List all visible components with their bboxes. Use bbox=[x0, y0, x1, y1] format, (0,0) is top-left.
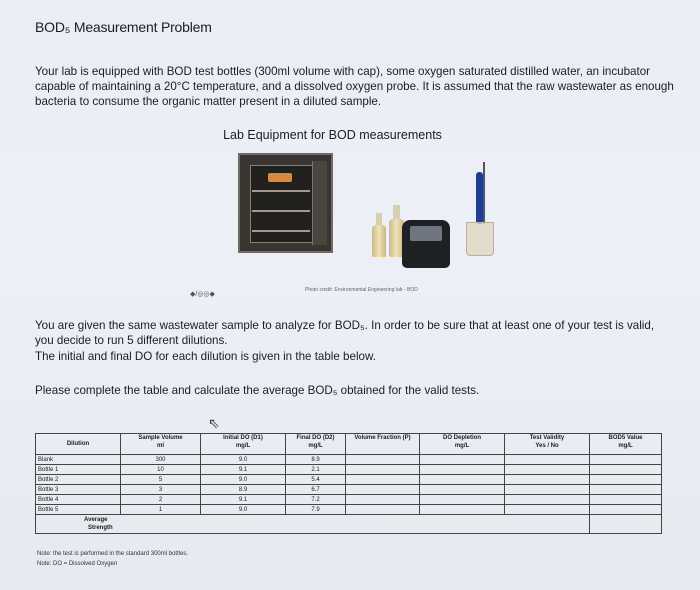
cell-bod5[interactable] bbox=[590, 475, 662, 485]
cell-volume: 300 bbox=[121, 455, 201, 465]
cell-validity[interactable] bbox=[505, 465, 590, 475]
do-probe-image bbox=[476, 172, 483, 224]
header-volume-fraction: Volume Fraction (P) bbox=[346, 434, 420, 455]
cell-depletion[interactable] bbox=[420, 455, 505, 465]
cell-final-do: 7.2 bbox=[286, 495, 346, 505]
cell-depletion[interactable] bbox=[420, 475, 505, 485]
page-title: BOD₅ Measurement Problem bbox=[35, 19, 212, 35]
cell-fraction[interactable] bbox=[346, 465, 420, 475]
cell-bod5[interactable] bbox=[590, 495, 662, 505]
cell-initial-do: 9.1 bbox=[201, 495, 286, 505]
cell-dilution: Bottle 1 bbox=[36, 465, 121, 475]
cell-bod5[interactable] bbox=[590, 485, 662, 495]
bod-data-table bbox=[35, 433, 662, 534]
task-paragraph-3: Please complete the table and calculate the average BOD₅ obtained for the valid tests. bbox=[35, 384, 480, 397]
note-2: Note: DO = Dissolved Oxygen bbox=[37, 561, 118, 567]
header-do-depletion: DO Depletion mg/L bbox=[420, 434, 505, 455]
table-row bbox=[36, 505, 662, 515]
cell-average-bod5[interactable] bbox=[590, 515, 662, 534]
cell-fraction[interactable] bbox=[346, 475, 420, 485]
cell-final-do: 7.9 bbox=[286, 505, 346, 515]
table-row bbox=[36, 495, 662, 505]
cell-final-do: 6.7 bbox=[286, 485, 346, 495]
probe-stand bbox=[483, 162, 485, 224]
cell-dilution: Blank bbox=[36, 455, 121, 465]
cell-dilution: Bottle 3 bbox=[36, 485, 121, 495]
cell-depletion[interactable] bbox=[420, 465, 505, 475]
cell-initial-do: 8.9 bbox=[201, 485, 286, 495]
cell-validity[interactable] bbox=[505, 485, 590, 495]
table-header-row bbox=[36, 434, 662, 455]
cell-bod5[interactable] bbox=[590, 505, 662, 515]
cell-validity[interactable] bbox=[505, 475, 590, 485]
cell-depletion[interactable] bbox=[420, 505, 505, 515]
cell-final-do: 8.9 bbox=[286, 455, 346, 465]
cell-dilution: Bottle 2 bbox=[36, 475, 121, 485]
beaker-image bbox=[466, 222, 494, 256]
do-meter-image bbox=[402, 220, 450, 268]
cell-volume: 3 bbox=[121, 485, 201, 495]
cell-depletion[interactable] bbox=[420, 495, 505, 505]
cell-fraction[interactable] bbox=[346, 455, 420, 465]
bod-bottle-neck-2 bbox=[393, 205, 400, 219]
photo-credit: Photo credit: Environmental Engineering lab - BOD bbox=[305, 287, 418, 293]
cell-validity[interactable] bbox=[505, 455, 590, 465]
figure-caption: Lab Equipment for BOD measurements bbox=[223, 128, 442, 142]
average-strength-row bbox=[36, 515, 662, 534]
cell-fraction[interactable] bbox=[346, 505, 420, 515]
task-paragraph-1: You are given the same wastewater sample to analyze for BOD₅. In order to be sure that at least one of your test is valid, you decide to run 5 different dilutions. bbox=[35, 319, 655, 347]
task-paragraph-2: The initial and final DO for each dilution is given in the table below. bbox=[35, 350, 376, 363]
cell-volume: 5 bbox=[121, 475, 201, 485]
slide-nav[interactable]: ◆/◎◎◆ bbox=[190, 291, 215, 298]
header-bod5-value: BOD5 Value mg/L bbox=[590, 434, 662, 455]
note-1: Note: the test is performed in the standard 300ml bottles. bbox=[37, 551, 189, 557]
header-final-do: Final DO (D2) mg/L bbox=[286, 434, 346, 455]
bod-bottle-neck bbox=[376, 213, 382, 225]
table-row bbox=[36, 475, 662, 485]
cell-volume: 2 bbox=[121, 495, 201, 505]
header-sample-volume: Sample Volume ml bbox=[121, 434, 201, 455]
bod-bottle-image bbox=[372, 225, 386, 257]
cell-depletion[interactable] bbox=[420, 485, 505, 495]
cell-bod5[interactable] bbox=[590, 465, 662, 475]
header-test-validity: Test Validity Yes / No bbox=[505, 434, 590, 455]
cell-fraction[interactable] bbox=[346, 495, 420, 505]
cell-volume: 1 bbox=[121, 505, 201, 515]
average-strength-label: Average Strength bbox=[36, 515, 590, 534]
cell-final-do: 2.1 bbox=[286, 465, 346, 475]
cell-initial-do: 9.0 bbox=[201, 475, 286, 485]
cell-initial-do: 9.0 bbox=[201, 455, 286, 465]
header-dilution: Dilution bbox=[36, 434, 121, 455]
cell-bod5[interactable] bbox=[590, 455, 662, 465]
cell-dilution: Bottle 4 bbox=[36, 495, 121, 505]
cell-dilution: Bottle 5 bbox=[36, 505, 121, 515]
cell-validity[interactable] bbox=[505, 505, 590, 515]
mouse-cursor-icon: ⇖ bbox=[208, 415, 220, 431]
header-initial-do: Initial DO (D1) mg/L bbox=[201, 434, 286, 455]
table-row bbox=[36, 465, 662, 475]
cell-volume: 10 bbox=[121, 465, 201, 475]
cell-fraction[interactable] bbox=[346, 485, 420, 495]
cell-final-do: 5.4 bbox=[286, 475, 346, 485]
cell-initial-do: 9.1 bbox=[201, 465, 286, 475]
table-row bbox=[36, 455, 662, 465]
incubator-image bbox=[238, 153, 333, 253]
cell-initial-do: 9.0 bbox=[201, 505, 286, 515]
table-row bbox=[36, 485, 662, 495]
intro-paragraph: Your lab is equipped with BOD test bottles (300ml volume with cap), some oxygen saturated distilled water, an incubator capable of maintaining a 20°C temperature, and a dissolved oxygen probe. It is assumed that the raw wastewater as enough bacteria to consume the organic matter present in a diluted sample. bbox=[35, 65, 674, 108]
cell-validity[interactable] bbox=[505, 495, 590, 505]
